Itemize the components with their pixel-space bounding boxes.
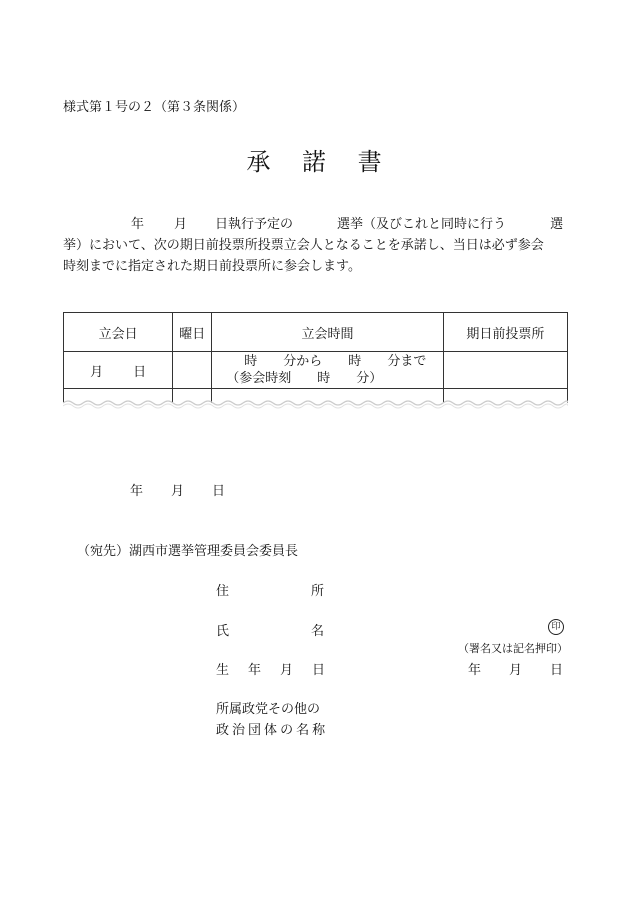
seal-mark: 印 — [548, 619, 564, 635]
dob-label-4: 日 — [312, 663, 326, 678]
address-label — [216, 580, 324, 599]
header-date: 立会日 — [64, 313, 173, 352]
title-char-3: 書 — [357, 148, 384, 176]
address-label-1: 住 — [216, 584, 230, 599]
party-char-5: の — [280, 723, 294, 738]
document-title — [0, 142, 630, 177]
dob-month: 月 — [508, 663, 522, 678]
dob-label-2: 年 — [248, 663, 262, 678]
statement-line-2: 挙）において、次の期日前投票所投票立会人となることを承諾し、当日は必ず参会 — [63, 238, 544, 253]
form-number: 様式第１号の２（第３条関係） — [63, 100, 246, 115]
statement-line-1 — [63, 214, 568, 235]
party-char-6: 名 — [296, 723, 310, 738]
party-char-1: 政 — [216, 723, 230, 738]
title-char-2: 諾 — [302, 148, 328, 176]
time-meeting-minute: 分） — [356, 371, 383, 386]
statement-month: 月 — [174, 217, 188, 232]
time-minute-to: 分まで — [387, 354, 427, 369]
cell-day: 日 — [133, 364, 147, 380]
submit-year: 年 — [130, 484, 144, 499]
statement-election: 選挙（及びこれと同時に行う — [337, 217, 507, 232]
submission-date — [130, 480, 225, 499]
header-time: 立会時間 — [212, 313, 443, 352]
dob-year: 年 — [467, 663, 481, 678]
address-label-2: 所 — [311, 584, 325, 599]
statement-year: 年 — [131, 217, 145, 232]
time-line-2 — [226, 370, 442, 387]
birthdate-label — [216, 659, 325, 678]
time-hour-to: 時 — [348, 354, 362, 369]
party-char-4: 体 — [264, 723, 278, 738]
submit-day: 日 — [212, 484, 226, 499]
dob-day: 日 — [549, 663, 563, 678]
dob-label-3: 月 — [280, 663, 294, 678]
submit-month: 月 — [171, 484, 185, 499]
cell-place — [443, 352, 567, 389]
statement-day-text: 日執行予定の — [215, 217, 294, 232]
cell-time — [212, 352, 443, 389]
consent-statement — [63, 214, 568, 277]
title-char-1: 承 — [246, 148, 273, 176]
party-char-3: 団 — [248, 723, 262, 738]
cell-date — [64, 352, 173, 389]
time-meeting-hour: 時 — [317, 371, 331, 386]
party-label-line-1: 所属政党その他の — [216, 702, 321, 717]
dob-label-1: 生 — [216, 663, 230, 678]
statement-line-3: 時刻までに指定された期日前投票所に参会します。 — [63, 259, 361, 274]
time-line-1 — [226, 353, 442, 370]
party-char-2: 治 — [232, 723, 246, 738]
name-label-1: 氏 — [216, 624, 230, 639]
party-char-7: 称 — [312, 723, 326, 738]
attendance-table — [63, 312, 568, 403]
signature-note: （署名又は記名押印） — [458, 642, 568, 655]
time-meeting-label: （参会時刻 — [226, 371, 292, 386]
time-minute-from: 分から — [283, 354, 323, 369]
statement-election-end: 選 — [550, 217, 564, 232]
birthdate-values — [468, 659, 563, 678]
name-label — [216, 620, 324, 639]
header-place: 期日前投票所 — [443, 313, 567, 352]
cell-weekday — [173, 352, 212, 389]
header-weekday: 曜日 — [173, 313, 212, 352]
time-hour-from: 時 — [244, 354, 258, 369]
cell-month: 月 — [90, 364, 104, 380]
name-label-2: 名 — [311, 624, 325, 639]
table-break-wave — [63, 395, 568, 411]
party-label-line-2 — [216, 719, 325, 738]
addressee: （宛先）湖西市選挙管理委員会委員長 — [77, 544, 299, 559]
